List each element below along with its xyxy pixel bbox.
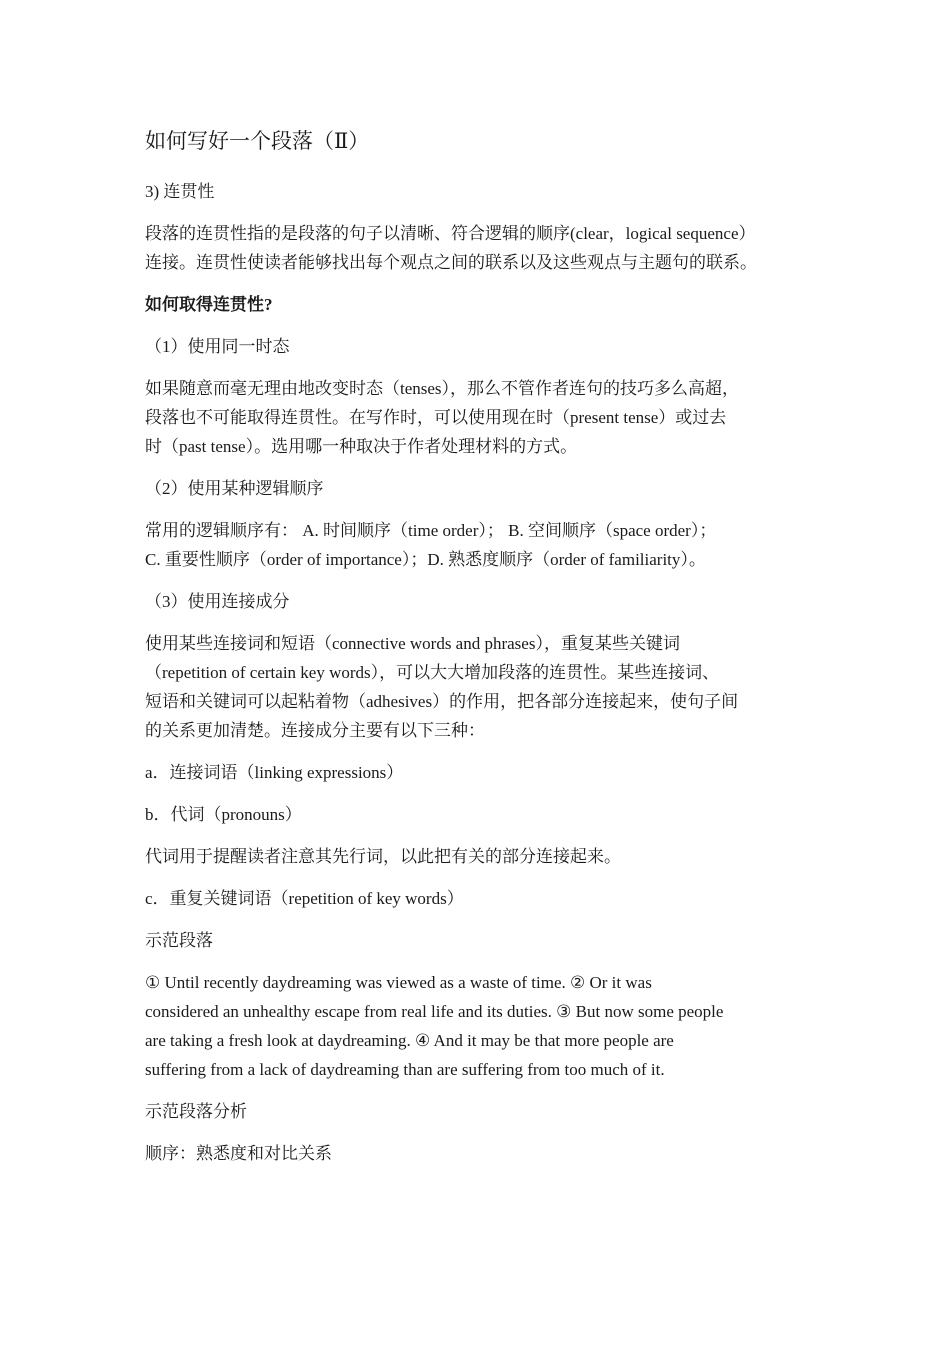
sample-line: ① Until recently daydreaming was viewed as a waste of time. ② Or it was — [145, 973, 652, 992]
body-line: 常用的逻辑顺序有： A. 时间顺序（time order）； B. 空间顺序（space order）； — [145, 521, 717, 540]
analysis-heading: 示范段落分析 — [145, 1102, 247, 1121]
method-2-heading: （2）使用某种逻辑顺序 — [145, 479, 324, 498]
document-page — [145, 125, 813, 1181]
order-note: 顺序：熟悉度和对比关系 — [145, 1144, 332, 1163]
how-to-heading: 如何取得连贯性? — [145, 295, 273, 314]
method-1-heading: （1）使用同一时态 — [145, 337, 290, 356]
sample-line: considered an unhealthy escape from real life and its duties. ③ But now some people — [145, 1002, 724, 1021]
definition-line: 段落的连贯性指的是段落的句子以清晰、符合逻辑的顺序(clear，logical sequence） — [145, 224, 756, 243]
coherence-definition — [145, 219, 813, 277]
method-1-body — [145, 374, 813, 461]
sample-line: are taking a fresh look at daydreaming. ④ And it may be that more people are — [145, 1031, 674, 1050]
pronoun-note: 代词用于提醒读者注意其先行词，以此把有关的部分连接起来。 — [145, 847, 621, 866]
method-3-heading: （3）使用连接成分 — [145, 592, 290, 611]
body-line: C. 重要性顺序（order of importance）；D. 熟悉度顺序（order of familiarity）。 — [145, 550, 706, 569]
body-line: 使用某些连接词和短语（connective words and phrases），重复某些关键词 — [145, 634, 680, 653]
method-2-body — [145, 516, 813, 574]
list-item-a: a．连接词语（linking expressions） — [145, 763, 404, 782]
list-item-b: b．代词（pronouns） — [145, 805, 302, 824]
definition-line: 连接。连贯性使读者能够找出每个观点之间的联系以及这些观点与主题句的联系。 — [145, 253, 757, 272]
body-line: 段落也不可能取得连贯性。在写作时，可以使用现在时（present tense）或过去 — [145, 408, 727, 427]
body-line: 如果随意而毫无理由地改变时态（tenses），那么不管作者连句的技巧多么高超， — [145, 379, 740, 398]
body-line: 时（past tense）。选用哪一种取决于作者处理材料的方式。 — [145, 437, 578, 456]
sample-line: suffering from a lack of daydreaming than are suffering from too much of it. — [145, 1060, 665, 1079]
list-item-c: c．重复关键词语（repetition of key words） — [145, 889, 464, 908]
body-line: （repetition of certain key words），可以大大增加段落的连贯性。某些连接词、 — [145, 663, 720, 682]
sample-paragraph — [145, 968, 813, 1084]
document-title: 如何写好一个段落（Ⅱ） — [145, 129, 370, 153]
body-line: 的关系更加清楚。连接成分主要有以下三种： — [145, 721, 485, 740]
body-line: 短语和关键词可以起粘着物（adhesives）的作用，把各部分连接起来，使句子间 — [145, 692, 739, 711]
sample-heading: 示范段落 — [145, 931, 213, 950]
section-heading-coherence: 3) 连贯性 — [145, 182, 215, 201]
method-3-body — [145, 629, 813, 745]
